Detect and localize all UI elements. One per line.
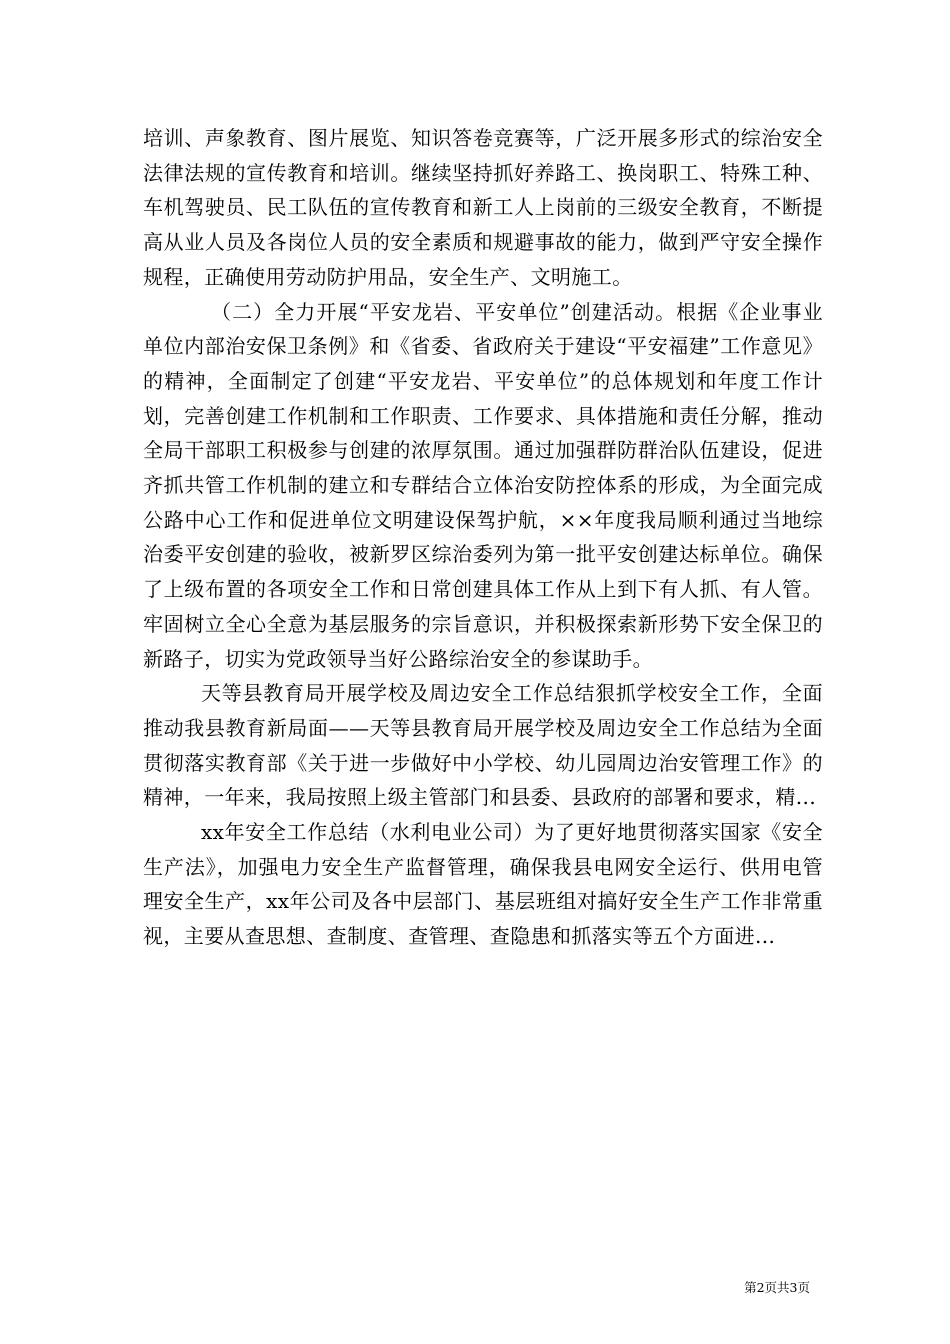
page-number: 第2页共3页 [744,1280,810,1295]
paragraph-safe-unit-campaign: （二）全力开展“平安龙岩、平安单位”创建活动。根据《企业事业单位内部治安保卫条例》和《省委、省政府关于建设“平安福建”工作意见》的精神，全面制定了创建“平安龙岩、平安单位”的总体规划和年度工作计划，完善创建工作机制和工作职责、工作要求、具体措施和责任分解，推动全局干部职工积极参与创建的浓厚氛围。通过加强群防群治队伍建设，促进齐抓共管工作机制的建立和专群结合立体治安防控体系的形成，为全面完成公路中心工作和促进单位文明建设保驾护航，××年度我局顺利通过当地综治委平安创建的验收，被新罗区综治委列为第一批平安创建达标单位。确保了上级布置的各项安全工作和日常创建具体工作从上到下有人抓、有人管。牢固树立全心全意为基层服务的宗旨意识，并积极探索新形势下安全保卫的新路子，切实为党政领导当好公路综治安全的参谋助手。 [143,299,823,671]
paragraph-water-power-summary: xx年安全工作总结（水利电业公司）为了更好地贯彻落实国家《安全生产法》，加强电力安全生产监督管理，确保我县电网安全运行、供用电管理安全生产，xx年公司及各中层部门、基层班组对搞好安全生产工作非常重视，主要从查思想、查制度、查管理、查隐患和抓落实等五个方面进... [143,820,823,949]
document-body [143,121,823,954]
paragraph-tiandeng-summary: 天等县教育局开展学校及周边安全工作总结狠抓学校安全工作，全面推动我县教育新局面——天等县教育局开展学校及周边安全工作总结为全面贯彻落实教育部《关于进一步做好中小学校、幼儿园周边治安管理工作》的精神，一年来，我局按照上级主管部门和县委、县政府的部署和要求，精... [143,681,823,810]
paragraph-training: 培训、声象教育、图片展览、知识答卷竞赛等，广泛开展多形式的综治安全法律法规的宣传教育和培训。继续坚持抓好养路工、换岗职工、特殊工种、车机驾驶员、民工队伍的宣传教育和新工人上岗前的三级安全教育，不断提高从业人员及各岗位人员的安全素质和规避事故的能力，做到严守安全操作规程，正确使用劳动防护用品，安全生产、文明施工。 [143,126,823,289]
